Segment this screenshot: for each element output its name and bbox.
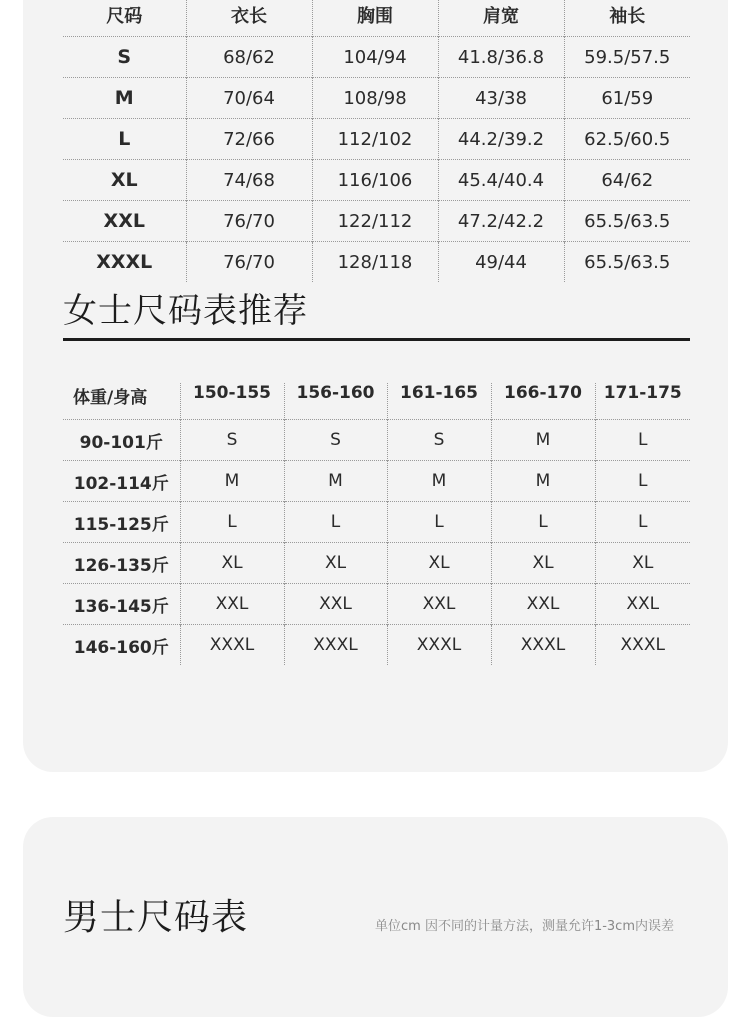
row-label: XXXL [63,242,186,283]
column-header: 166-170 [491,383,595,420]
women-row [63,543,690,584]
row-label: XXL [63,201,186,242]
table-cell: S [180,420,284,461]
column-header: 袖长 [564,0,690,37]
row-label: 102-114斤 [63,461,180,502]
column-header: 肩宽 [438,0,564,37]
table-cell: XXL [387,584,491,625]
table-cell: 76/70 [186,201,312,242]
table-cell: 76/70 [186,242,312,283]
table-cell: 108/98 [312,78,438,119]
table-cell: 74/68 [186,160,312,201]
women-row [63,584,690,625]
table-header-row [63,0,690,37]
table-cell: XXXL [284,625,387,666]
table-cell: 47.2/42.2 [438,201,564,242]
row-label: S [63,37,186,78]
size-row [63,242,690,283]
table-cell: M [284,461,387,502]
table-cell: 104/94 [312,37,438,78]
table-cell: 41.8/36.8 [438,37,564,78]
women-size-table [63,383,690,665]
row-label: 136-145斤 [63,584,180,625]
table-cell: XL [595,543,690,584]
table-cell: 61/59 [564,78,690,119]
column-header: 150-155 [180,383,284,420]
table-cell: XL [491,543,595,584]
table-cell: XL [180,543,284,584]
women-row [63,502,690,543]
table-cell: 72/66 [186,119,312,160]
table-cell: XXL [595,584,690,625]
table-cell: S [387,420,491,461]
table-cell: 128/118 [312,242,438,283]
table-cell: 49/44 [438,242,564,283]
table-cell: XL [387,543,491,584]
column-header: 尺码 [106,6,143,27]
table-cell: XXXL [180,625,284,666]
table-cell: L [595,502,690,543]
row-label: 90-101斤 [63,420,180,461]
table-cell: M [491,420,595,461]
table-cell: L [491,502,595,543]
column-header: 衣长 [186,0,312,37]
table-cell: 44.2/39.2 [438,119,564,160]
table-cell: XXL [284,584,387,625]
table-cell: L [284,502,387,543]
women-row [63,461,690,502]
table-cell: 43/38 [438,78,564,119]
size-row [63,160,690,201]
column-header: 156-160 [284,383,387,420]
men-size-card [23,817,728,1017]
size-row [63,37,690,78]
table-cell: 59.5/57.5 [564,37,690,78]
row-label: L [63,119,186,160]
row-label: 126-135斤 [63,543,180,584]
column-header: 体重/身高 [73,388,148,408]
women-row [63,625,690,666]
row-label: M [63,78,186,119]
table-cell: 70/64 [186,78,312,119]
row-label: 115-125斤 [63,502,180,543]
measurement-note: 单位cm 因不同的计量方法，测量允许1-3cm内误差 [375,919,674,934]
column-header: 161-165 [387,383,491,420]
table-cell: XL [284,543,387,584]
table-cell: 112/102 [312,119,438,160]
table-cell: 65.5/63.5 [564,242,690,283]
table-cell: 122/112 [312,201,438,242]
table-cell: L [387,502,491,543]
table-cell: L [180,502,284,543]
table-cell: M [180,461,284,502]
table-cell: 45.4/40.4 [438,160,564,201]
women-size-title: 女士尺码表推荐 [63,291,308,331]
table-cell: M [387,461,491,502]
row-label: XL [63,160,186,201]
table-cell: XXL [180,584,284,625]
size-row [63,78,690,119]
table-cell: 62.5/60.5 [564,119,690,160]
table-cell: XXL [491,584,595,625]
row-label: 146-160斤 [63,625,180,666]
table-cell: XXXL [491,625,595,666]
table-cell: L [595,461,690,502]
table-cell: L [595,420,690,461]
size-chart-card [23,0,728,772]
table-cell: 68/62 [186,37,312,78]
table-cell: M [491,461,595,502]
size-row [63,201,690,242]
table-cell: S [284,420,387,461]
table-cell: 64/62 [564,160,690,201]
column-header: 171-175 [595,383,690,420]
size-row [63,119,690,160]
size-table [63,0,690,282]
title-divider [63,338,690,341]
men-size-title: 男士尺码表 [63,897,249,938]
table-cell: XXXL [595,625,690,666]
column-header: 胸围 [312,0,438,37]
women-row [63,420,690,461]
table-cell: 116/106 [312,160,438,201]
table-header-row [63,383,690,420]
table-cell: XXXL [387,625,491,666]
table-cell: 65.5/63.5 [564,201,690,242]
